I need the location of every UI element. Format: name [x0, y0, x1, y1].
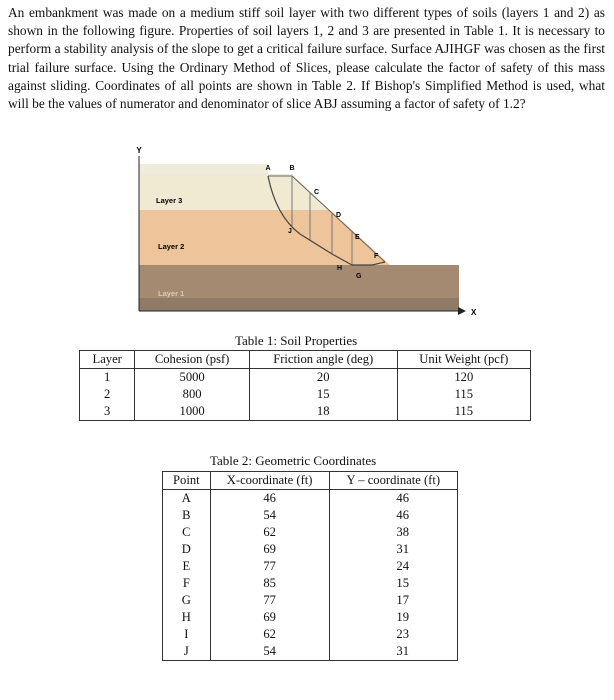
x-axis-arrow — [458, 307, 466, 315]
table1-cell: 115 — [397, 403, 530, 421]
table-row — [163, 626, 458, 643]
table2-cell: 69 — [210, 541, 329, 558]
layer3-label: Layer 3 — [156, 196, 183, 205]
table2-cell: 17 — [329, 592, 457, 609]
table2-cell: D — [163, 541, 211, 558]
y-axis-label: Y — [136, 146, 142, 155]
point-h-label: H — [337, 265, 343, 272]
table1-caption: Table 1: Soil Properties — [235, 333, 358, 348]
geometric-coordinates-table — [162, 471, 458, 661]
point-b-label: B — [289, 165, 295, 172]
table2-cell: 46 — [329, 490, 457, 508]
table2-cell: 19 — [329, 609, 457, 626]
table2-cell: 85 — [210, 575, 329, 592]
table-row — [80, 386, 531, 403]
table1-cell: 120 — [397, 369, 530, 387]
table2-cell: B — [163, 507, 211, 524]
table-row — [163, 541, 458, 558]
layer1-label: Layer 1 — [158, 289, 185, 298]
point-j-label: J — [288, 228, 292, 235]
table2-cell: H — [163, 609, 211, 626]
problem-statement: An embankment was made on a medium stiff soil layer with two different types of soils (layers 1 and 2) as shown in the following figure. Properties of soil layers 1, 2 and 3 are presented in Table 1. It is necessary to perform a stability analysis of the slope to get a critical failure surface. Surface AJIHGF was chosen as the first trial failure surface. Using the Ordinary Method of Slices, please calculate the factor of safety of this mass against sliding. Coordinates of all points are shown in Table 2. If Bishop's Simplified Method is used, what will be the values of numerator and denominator of slice ABJ assuming a factor of safety of 1.2? — [8, 5, 605, 112]
table2-cell: 31 — [329, 541, 457, 558]
point-e-label: E — [355, 234, 360, 241]
table1-cell: 800 — [135, 386, 249, 403]
table1-cell: 15 — [249, 386, 397, 403]
point-c-label: C — [314, 189, 320, 196]
table-row — [163, 575, 458, 592]
table1-cell: 20 — [249, 369, 397, 387]
table1-header: Cohesion (psf) — [135, 351, 249, 369]
table-row — [163, 524, 458, 541]
point-d-label: D — [336, 212, 342, 219]
table2-cell: C — [163, 524, 211, 541]
table1-cell: 115 — [397, 386, 530, 403]
embankment-figure — [0, 0, 614, 340]
point-g-label: G — [356, 273, 362, 280]
table-row — [163, 507, 458, 524]
table2-cell: 77 — [210, 592, 329, 609]
table2-header: Point — [163, 472, 211, 490]
table2-cell: G — [163, 592, 211, 609]
layer2-label: Layer 2 — [158, 242, 185, 251]
table1-cell: 18 — [249, 403, 397, 421]
table2-cell: 46 — [210, 490, 329, 508]
table1-cell: 1 — [80, 369, 135, 387]
table2-cell: 77 — [210, 558, 329, 575]
table1-header: Unit Weight (pcf) — [397, 351, 530, 369]
table1-cell: 1000 — [135, 403, 249, 421]
table-row — [163, 592, 458, 609]
table-row — [163, 643, 458, 661]
table1-cell: 5000 — [135, 369, 249, 387]
table2-cell: 23 — [329, 626, 457, 643]
table2-header-row — [163, 472, 458, 490]
table1-header-row — [80, 351, 531, 369]
table2-cell: F — [163, 575, 211, 592]
soil-properties-table — [79, 350, 531, 421]
table2-cell: 31 — [329, 643, 457, 661]
table-row — [163, 558, 458, 575]
table-row — [80, 403, 531, 421]
table-row — [163, 609, 458, 626]
table-row — [163, 490, 458, 508]
table1-cell: 3 — [80, 403, 135, 421]
table2-cell: 54 — [210, 643, 329, 661]
point-f-label: F — [374, 253, 379, 260]
x-axis-label: X — [471, 308, 477, 317]
table2-cell: 62 — [210, 626, 329, 643]
table1-cell: 2 — [80, 386, 135, 403]
layer1-stripe — [139, 298, 459, 311]
table2-cell: 38 — [329, 524, 457, 541]
table2-cell: I — [163, 626, 211, 643]
table2-cell: 24 — [329, 558, 457, 575]
table-row — [80, 369, 531, 387]
table2-cell: 69 — [210, 609, 329, 626]
table1-header: Layer — [80, 351, 135, 369]
table2-caption: Table 2: Geometric Coordinates — [210, 453, 377, 468]
table2-cell: 54 — [210, 507, 329, 524]
table2-cell: 15 — [329, 575, 457, 592]
table2-cell: 62 — [210, 524, 329, 541]
table2-cell: A — [163, 490, 211, 508]
table2-cell: E — [163, 558, 211, 575]
table2-header: Y – coordinate (ft) — [329, 472, 457, 490]
table2-header: X-coordinate (ft) — [210, 472, 329, 490]
table1-header: Friction angle (deg) — [249, 351, 397, 369]
table2-cell: 46 — [329, 507, 457, 524]
point-a-label: A — [265, 165, 271, 172]
table2-cell: J — [163, 643, 211, 661]
